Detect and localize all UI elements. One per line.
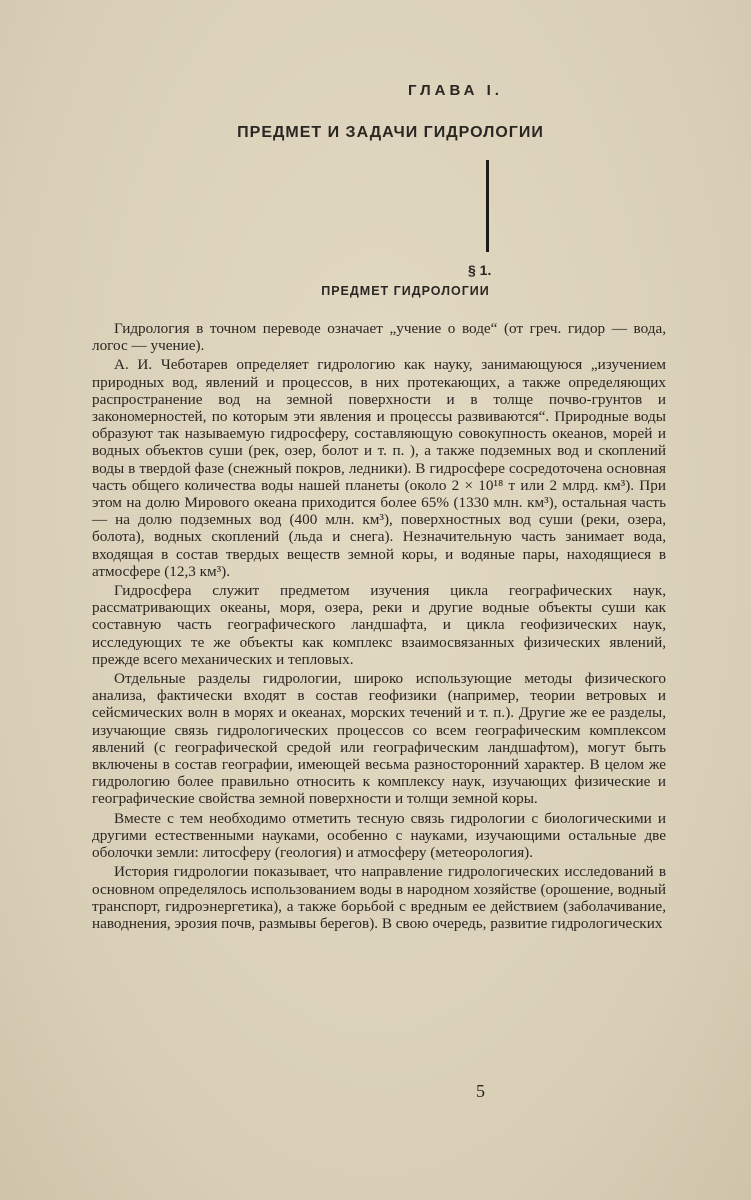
vertical-rule [486, 160, 489, 252]
paragraph: А. И. Чеботарев определяет гидрологию как науку, занимающуюся „изучением природных вод, явлений и процессов, в них протекающих, а также определяющих распространение вод на земной поверхности и в толще почво-грунтов и закономерностей, по которым эти явления и процессы развиваются“. Природные воды образуют так называемую гидросферу, составляющую совокупность океанов, морей и водных объектов суши (рек, озер, болот и т. п. ), а также подземных вод и скоплений воды в твердой фазе (снежный покров, ледники). В гидросфере сосредоточена основная часть общего количества воды нашей планеты (около 2 × 10¹⁸ т или 2 млрд. км³). При этом на долю Мирового океана приходится более 65% (1330 млн. км³), остальная часть — на долю подземных вод (400 млн. км³), поверхностных вод суши (реки, озера, болота), водных скоплений (льда и снега). Незначительную часть занимает вода, входящая в состав твердых веществ земной коры, и водяные пары, находящиеся в атмосфере (12,3 км³). [92, 356, 666, 580]
paragraph: Гидрология в точном переводе означает „учение о воде“ (от греч. гидор — вода, логос — учение). [92, 320, 666, 355]
paragraph: Отдельные разделы гидрологии, широко использующие методы физического анализа, фактически входят в состав геофизики (например, теории ветровых и сейсмических волн в морях и океанах, морских течений и т. п.). Другие же ее разделы, изучающие связь гидрологических процессов со всем географическим комплексом явлений (с географической средой или географическим ландшафтом), могут быть включены в состав географии, имеющей весьма разносторонний характер. В целом же гидрологию более правильно относить к комплексу наук, изучающих физические и географические свойства земной поверхности и толщи земной коры. [92, 670, 666, 808]
chapter-title: ПРЕДМЕТ И ЗАДАЧИ ГИДРОЛОГИИ [237, 124, 544, 141]
paragraph: Гидросфера служит предметом изучения цикла географических наук, рассматривающих океаны, моря, озера, реки и другие водные объекты суши как составную часть географического ландшафта, и цикла геофизических наук, исследующих те же объекты как комплекс взаимосвязанных физических явлений, прежде всего механических и тепловых. [92, 582, 666, 668]
chapter-label: ГЛАВА I. [408, 82, 503, 99]
section-title: ПРЕДМЕТ ГИДРОЛОГИИ [321, 284, 490, 298]
body-text [92, 320, 666, 934]
paragraph: Вместе с тем необходимо отметить тесную связь гидрологии с биологическими и другими естественными науками, особенно с науками, изучающими остальные две оболочки земли: литосферу (геология) и атмосферу (метеорология). [92, 809, 666, 862]
page-number: 5 [476, 1081, 485, 1101]
section-number: § 1. [468, 262, 492, 278]
paragraph: История гидрологии показывает, что направление гидрологических исследований в основном определялось использованием воды в народном хозяйстве (орошение, водный транспорт, гидроэнергетика), а также борьбой с вредным ее действием (заболачивание, наводнения, эрозия почв, размывы берегов). В свою очередь, развитие гидрологических [92, 863, 666, 932]
